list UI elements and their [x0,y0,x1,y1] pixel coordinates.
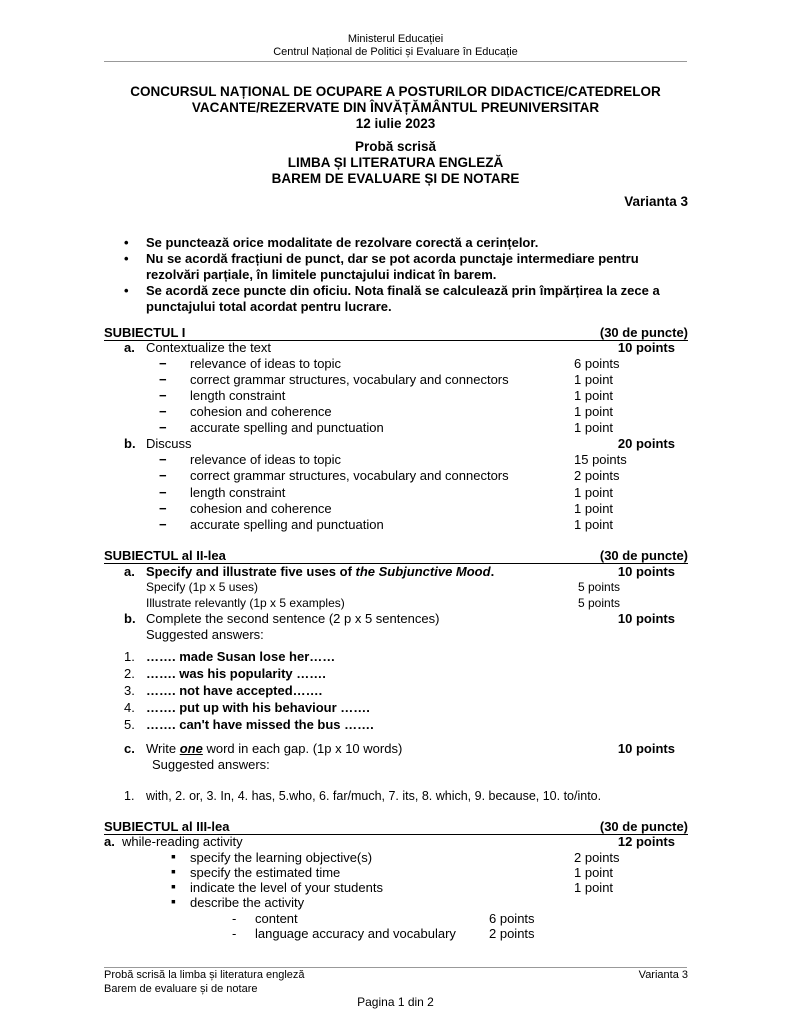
s2-b-answer-1-num: 1. [124,649,135,664]
s2-b-answer-5: ……. can't have missed the bus ……. [146,717,374,732]
s2-a-specify-pts: 5 points [578,580,621,594]
s1-b-item-5: − accurate spelling and punctuation [190,517,384,532]
s2-a-label: a. [124,564,135,579]
s2-b-answer-2: ……. was his popularity ……. [146,666,326,681]
variant-label: Varianta 3 [624,194,688,209]
s2-b-answer-1: ……. made Susan lose her…… [146,649,336,664]
header-center: Centrul Național de Politici și Evaluare în Educație [273,46,518,58]
s2-a-text-pre: Specify and illustrate five uses of [146,564,356,579]
s2-b-label: b. [124,611,136,626]
s1-b-item-4-pts: 1 point [574,501,614,516]
title-subject: LIMBA ȘI LITERATURA ENGLEZĂ [287,155,504,170]
s3-item-3: ▪ indicate the level of your students [190,880,383,895]
s1-b-item-2-pts: 2 points [574,468,620,483]
s2-b-answer-2-num: 2. [124,666,135,681]
s3-a-points: 12 points [617,834,675,849]
s3-item-4: ▪ describe the activity [190,895,304,910]
title-date: 12 iulie 2023 [355,116,436,131]
s2-b-suggested: Suggested answers: [146,627,264,642]
s2-c-answers: with, 2. or, 3. In, 4. has, 5.who, 6. far/much, 7. its, 8. which, 9. because, 10. to/into. [146,789,602,803]
s2-a-text-post: . [490,564,495,579]
s1-a-item-5-pts: 1 point [574,420,614,435]
s2-a-text [146,564,494,579]
s2-a-illustrate-pts: 5 points [578,596,621,610]
s1-title: SUBIECTUL I [104,325,186,340]
s2-c-text-post: word in each gap. (1p x 10 words) [202,741,403,756]
s2-b-text: Complete the second sentence (2 p x 5 sentences) [146,611,440,626]
s3-item-2: ▪ specify the estimated time [190,865,340,880]
s1-a-item-2-pts: 1 point [574,372,614,387]
footer-variant: Varianta 3 [638,969,688,981]
s1-b-text: Discuss [146,436,192,451]
rule-2b: rezolvări parțiale, în limitele punctajului indicat în barem. [146,267,497,282]
s2-a-text-em: the Subjunctive Mood [355,564,491,579]
rule-3b: punctajului total acordat pentru lucrare. [146,299,392,314]
rule-2a: • Nu se acordă fracțiuni de punct, dar se pot acorda punctaje intermediare pentru [146,251,639,266]
s3-title: SUBIECTUL al III-lea [104,819,230,834]
s1-b-item-5-pts: 1 point [574,517,614,532]
s1-a-item-1: − relevance of ideas to topic [190,356,341,371]
s1-b-item-1: − relevance of ideas to topic [190,452,341,467]
s2-title: SUBIECTUL al II-lea [104,548,226,563]
s1-a-item-3: − length constraint [190,388,285,403]
s2-c-text-pre: Write [146,741,180,756]
title-line1: CONCURSUL NAȚIONAL DE OCUPARE A POSTURILOR DIDACTICE/CATEDRELOR [130,84,661,99]
s2-c-label: c. [124,741,135,756]
s1-b-points: 20 points [617,436,675,451]
s3-sub-1: - content [255,911,298,926]
s1-b-item-2: − correct grammar structures, vocabulary and connectors [190,468,509,483]
s2-c-suggested: Suggested answers: [152,757,270,772]
footer-left-2: Barem de evaluare și de notare [104,983,258,995]
title-line2: VACANTE/REZERVATE DIN ÎNVĂȚĂMÂNTUL PREUNIVERSITAR [191,100,600,115]
title-barem: BAREM DE EVALUARE ȘI DE NOTARE [271,171,520,186]
s2-b-answer-4: ……. put up with his behaviour ……. [146,700,370,715]
s3-sub-1-pts: 6 points [489,911,535,926]
s2-c-text [146,741,402,756]
title-proba: Probă scrisă [354,139,437,154]
s3-a-text: while-reading activity [122,834,243,849]
s3-points: (30 de puncte) [599,819,688,834]
s3-item-1: ▪ specify the learning objective(s) [190,850,372,865]
header-ministry: Ministerul Educației [347,33,444,45]
s3-sub-2: - language accuracy and vocabulary [255,926,456,941]
s1-a-label: a. [124,340,135,355]
s1-points: (30 de puncte) [599,325,688,340]
s2-c-answers-num: 1. [124,789,135,803]
s1-b-item-3: − length constraint [190,485,285,500]
s2-b-answer-3: ……. not have accepted……. [146,683,323,698]
s2-c-text-em: one [179,741,203,756]
header-divider [104,61,687,62]
s1-a-item-4: − cohesion and coherence [190,404,332,419]
footer-page-number: Pagina 1 din 2 [357,995,434,1009]
s1-a-item-3-pts: 1 point [574,388,614,403]
s3-item-3-pts: 1 point [574,880,614,895]
s1-b-item-3-pts: 1 point [574,485,614,500]
s1-b-item-1-pts: 15 points [574,452,627,467]
s1-a-text: Contextualize the text [146,340,272,355]
s3-item-2-pts: 1 point [574,865,614,880]
s3-item-1-pts: 2 points [574,850,620,865]
rule-3a: • Se acordă zece puncte din oficiu. Nota finală se calculează prin împărțirea la zece a [146,283,660,298]
rule-1: • Se punctează orice modalitate de rezolvare corectă a cerințelor. [146,235,538,250]
s1-a-item-1-pts: 6 points [574,356,620,371]
s2-a-specify: Specify (1p x 5 uses) [146,580,259,594]
s1-a-item-5: − accurate spelling and punctuation [190,420,384,435]
s2-a-illustrate: Illustrate relevantly (1p x 5 examples) [146,596,345,610]
s1-a-item-2: − correct grammar structures, vocabulary and connectors [190,372,509,387]
footer-left-1: Probă scrisă la limba și literatura engleză [104,969,305,981]
s2-a-points: 10 points [617,564,675,579]
s2-b-answer-3-num: 3. [124,683,135,698]
s3-sub-2-pts: 2 points [489,926,535,941]
s1-a-item-4-pts: 1 point [574,404,614,419]
footer-divider [104,967,687,968]
s2-b-answer-4-num: 4. [124,700,135,715]
s2-points: (30 de puncte) [599,548,688,563]
s1-b-item-4: − cohesion and coherence [190,501,332,516]
s2-c-points: 10 points [617,741,675,756]
s1-a-points: 10 points [617,340,675,355]
s2-b-points: 10 points [617,611,675,626]
s3-a-label: a. [104,834,115,849]
s1-b-label: b. [124,436,136,451]
s2-b-answer-5-num: 5. [124,717,135,732]
